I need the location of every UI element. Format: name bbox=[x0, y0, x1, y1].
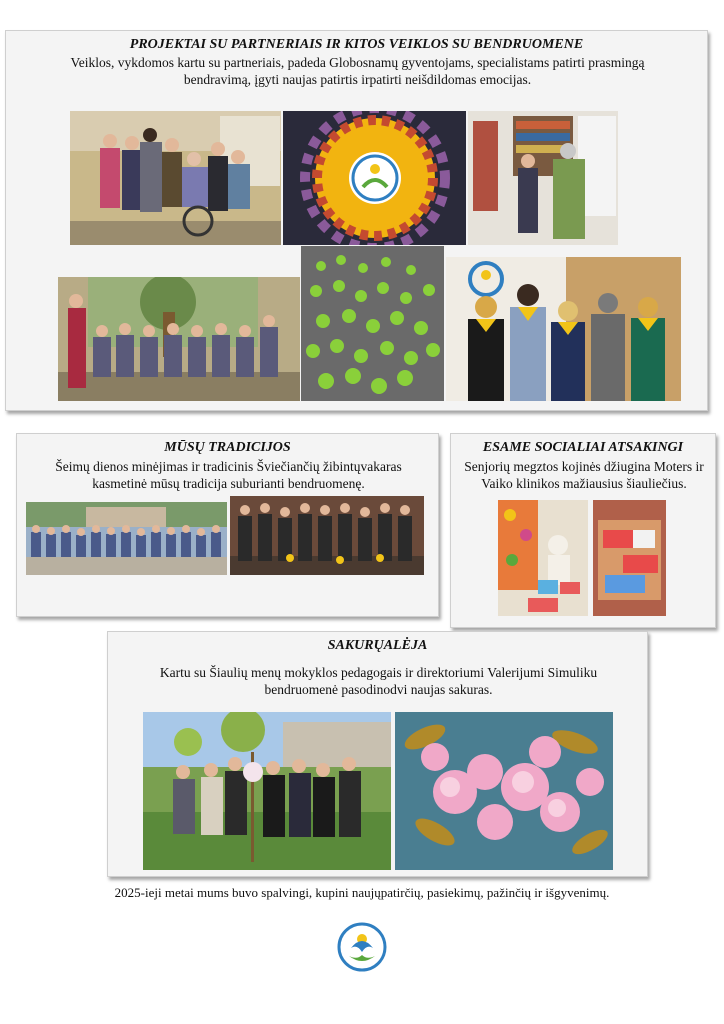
social-title: ESAME SOCIALIAI ATSAKINGI bbox=[482, 440, 684, 455]
photo-tree-planting bbox=[143, 712, 391, 870]
social-card bbox=[450, 433, 716, 628]
projects-description: Veiklos, vykdomos kartu su partneriais, padeda Globosnamų gyventojams, specialistams patirti prasmingą bendravimą, įgyti naujas patirtis irpatirti neišdildomas emocijas. bbox=[70, 55, 645, 87]
photo-lantern-evening bbox=[230, 496, 424, 575]
sakura-description: Kartu su Šiaulių menų mokyklos pedagogais ir direktoriumi Valerijumi Simuliku bendruomenė pasodinodvi naujas sakuras. bbox=[159, 665, 598, 697]
photo-socks-circle bbox=[283, 111, 466, 245]
photo-knitted-socks-1 bbox=[498, 500, 588, 616]
photo-knitted-socks-2 bbox=[593, 500, 666, 616]
photo-library bbox=[468, 111, 618, 245]
projects-card bbox=[5, 30, 708, 411]
photo-green-parade bbox=[301, 246, 444, 401]
sakura-title: SAKURŲALĖJA bbox=[327, 638, 428, 653]
photo-partners-yellow-scarves bbox=[446, 257, 681, 401]
traditions-description: Šeimų dienos minėjimas ir tradicinis Šviečiančių žibintųvakaras kasmetinė mūsų tradicija suburianti bendruomenę. bbox=[55, 459, 402, 491]
photo-mural-group bbox=[58, 277, 300, 401]
social-description: Senjorių megztos kojinės džiugina Moters ir Vaiko klinikos mažiausius šiauliečius. bbox=[464, 459, 704, 491]
photo-family-day bbox=[26, 502, 227, 575]
traditions-card bbox=[16, 433, 439, 617]
sakura-card bbox=[107, 631, 648, 877]
photo-group-visit bbox=[70, 111, 281, 245]
traditions-title: MŪSŲ TRADICIJOS bbox=[164, 440, 291, 455]
footer-text: 2025-ieji metai mums buvo spalvingi, kupini naujųpatirčių, pasiekimų, pažinčių ir išgyvenimų. bbox=[114, 885, 610, 900]
organization-logo bbox=[337, 922, 387, 972]
photo-sakura-blossoms bbox=[395, 712, 613, 870]
projects-title: PROJEKTAI SU PARTNERIAIS IR KITOS VEIKLOS SU BENDRUOMENE bbox=[129, 37, 584, 52]
